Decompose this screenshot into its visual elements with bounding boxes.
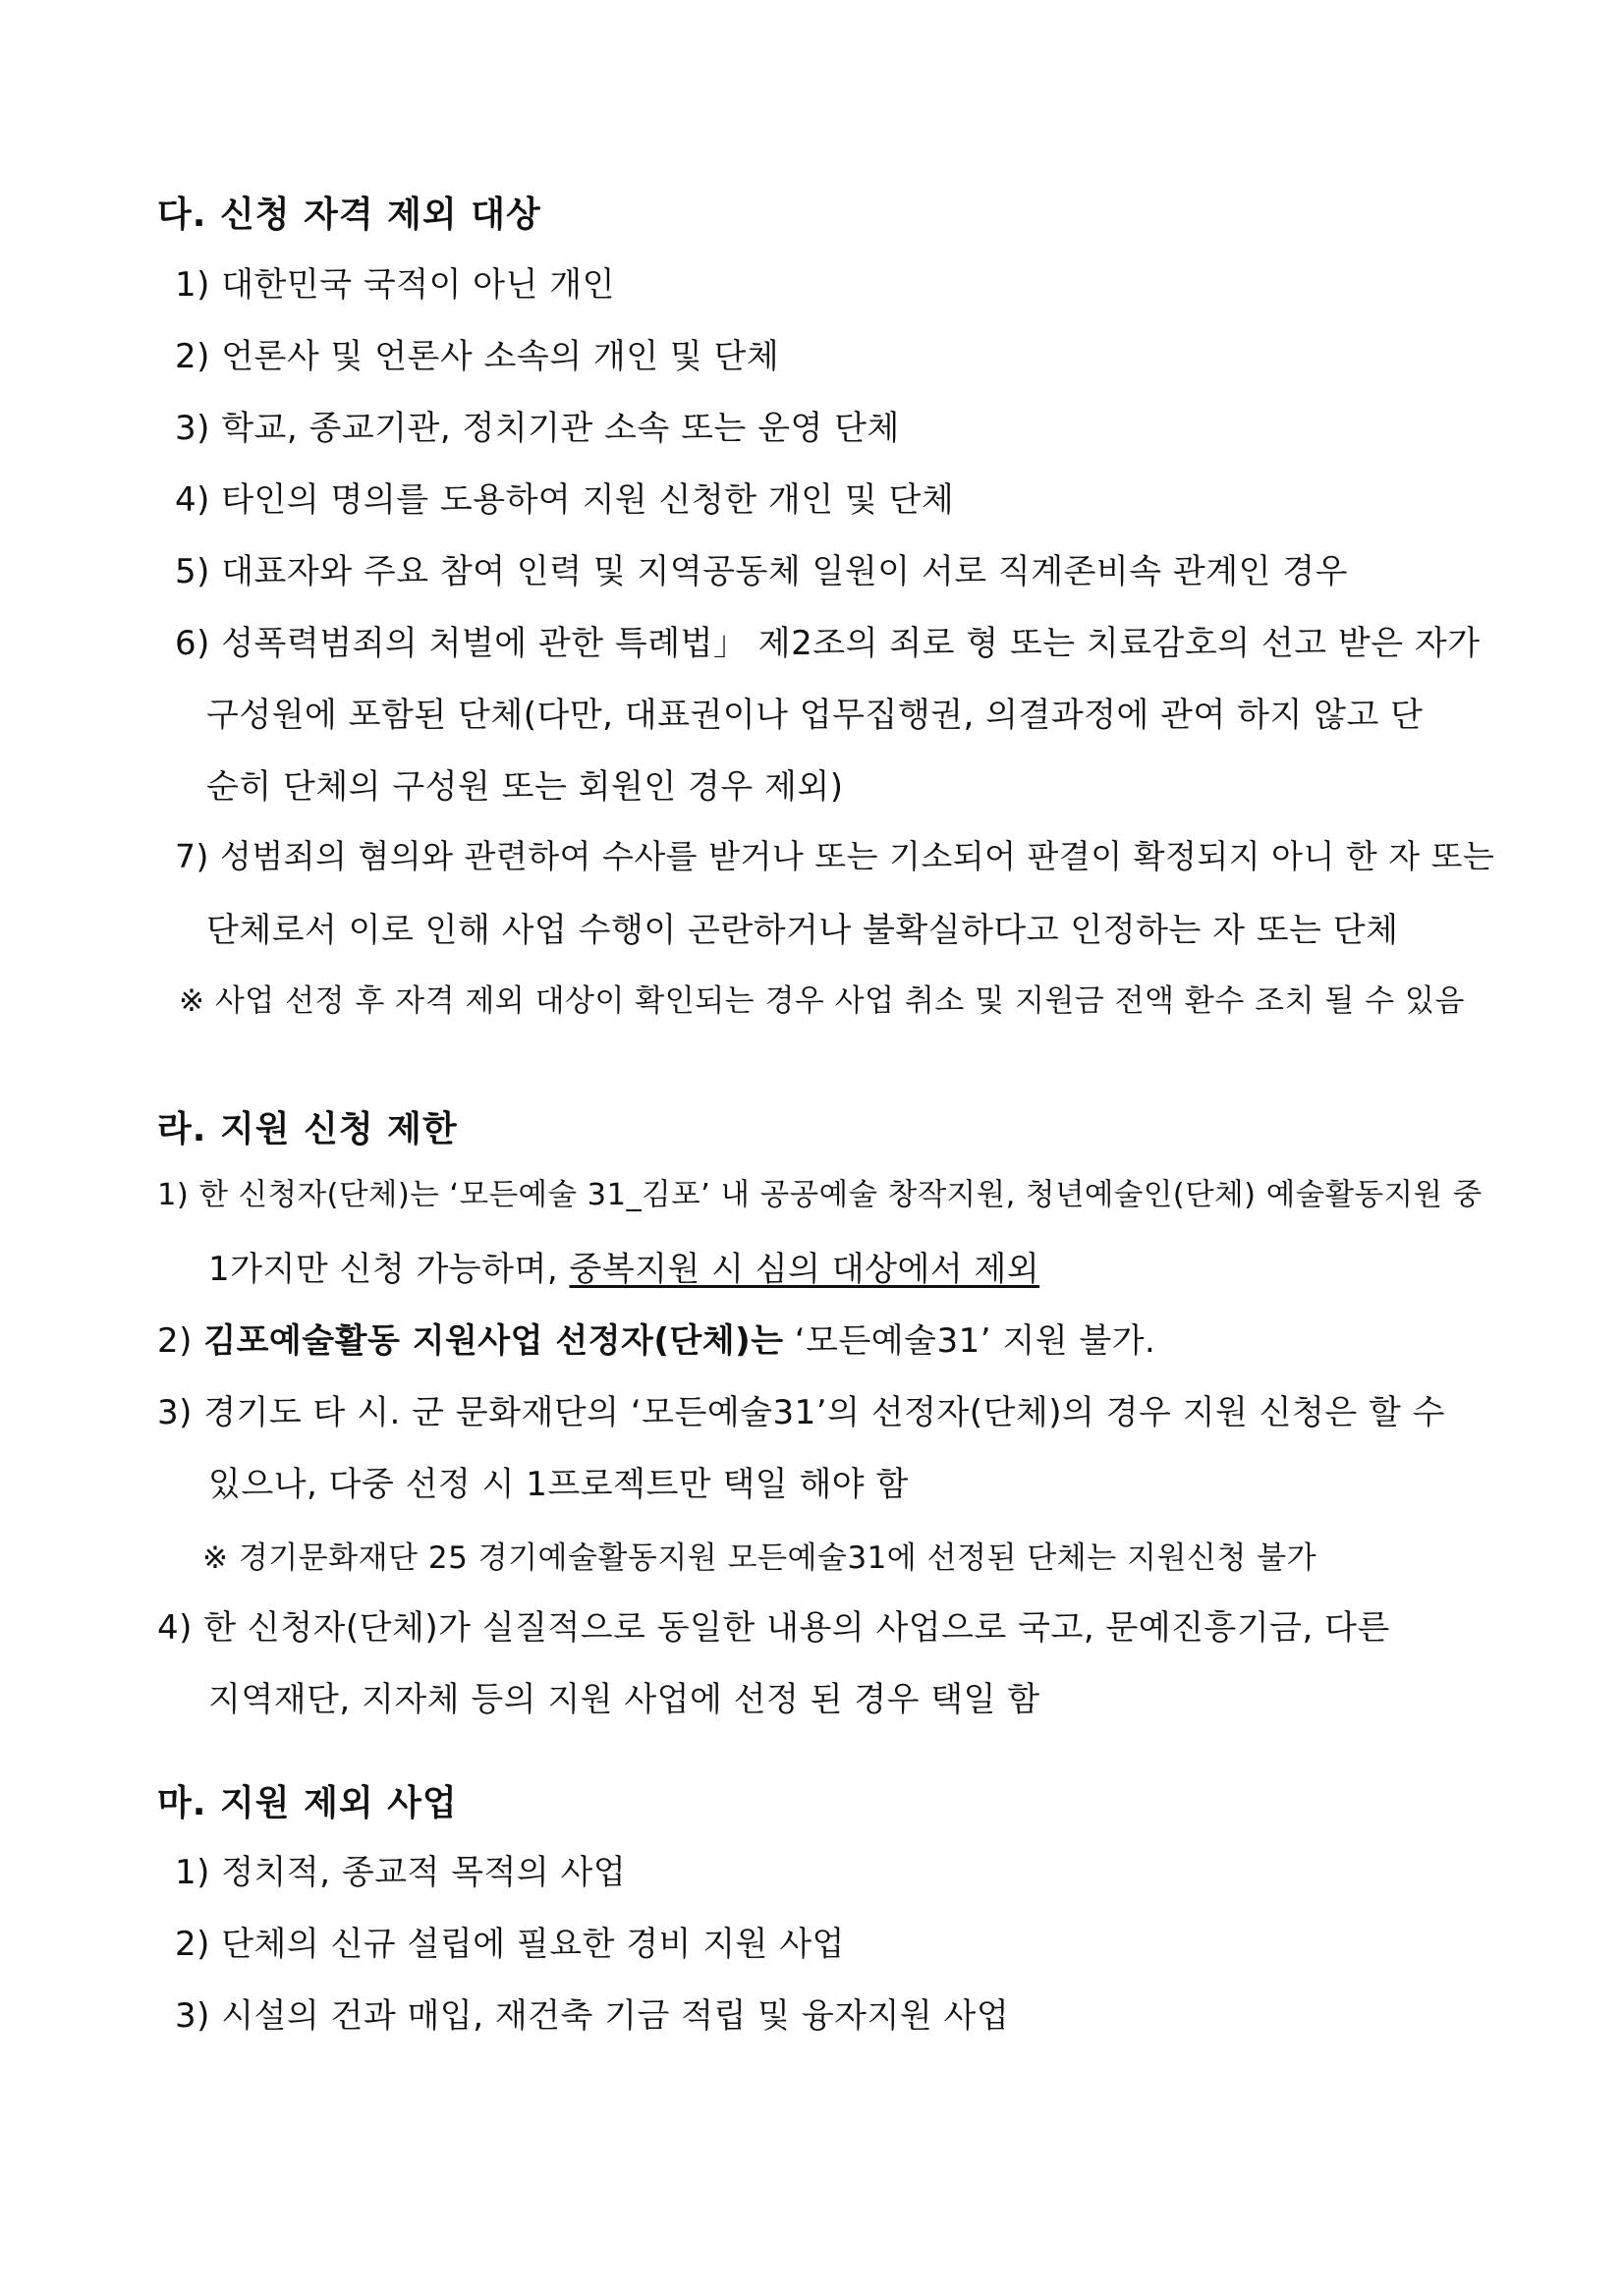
plain-text: 1가지만 신청 가능하며,	[208, 1250, 570, 1289]
list-item	[157, 1314, 1155, 1362]
note-text: ※ 경기문화재단 25 경기예술활동지원 모든예술31에 선정된 단체는 지원신청 불가	[202, 1540, 1317, 1576]
list-item: 1) 정치적, 종교적 목적의 사업	[175, 1853, 627, 1892]
section-title-ra: 라. 지원 신청 제한	[157, 1109, 458, 1149]
list-item: 7) 성범죄의 혐의와 관련하여 수사를 받거나 또는 기소되어 판결이 확정되지 아니 한 자 또는	[175, 837, 1495, 875]
note-text: ※ 사업 선정 후 자격 제외 대상이 확인되는 경우 사업 취소 및 지원금 전액 환수 조치 될 수 있음	[179, 983, 1465, 1019]
list-item: 2) 언론사 및 언론사 소속의 개인 및 단체	[175, 337, 780, 376]
list-item: 4) 타인의 명의를 도용하여 지원 신청한 개인 및 단체	[175, 480, 955, 520]
list-item: 1) 대한민국 국적이 아닌 개인	[175, 265, 615, 305]
list-item-continuation	[208, 1242, 1039, 1290]
list-item: 1) 한 신청자(단체)는 ‘모든예술 31_김포’ 내 공공예술 창작지원, 청년예술인(단체) 예술활동지원 중	[157, 1178, 1483, 1212]
list-item: 5) 대표자와 주요 참여 인력 및 지역공동체 일원이 서로 직계존비속 관계인 경우	[175, 552, 1348, 591]
list-item-continuation: 구성원에 포함된 단체(다만, 대표권이나 업무집행권, 의결과정에 관여 하지 않고 단	[206, 696, 1424, 735]
list-item-continuation: 순히 단체의 구성원 또는 회원인 경우 제외)	[206, 767, 844, 807]
list-item: 2) 단체의 신규 설립에 필요한 경비 지원 사업	[175, 1925, 845, 1964]
list-item-continuation: 있으나, 다중 선정 시 1프로젝트만 택일 해야 함	[208, 1465, 909, 1504]
underlined-text: 중복지원 시 심의 대상에서 제외	[569, 1250, 1040, 1289]
list-item-continuation: 단체로서 이로 인해 사업 수행이 곤란하거나 불확실하다고 인정하는 자 또는 단체	[206, 911, 1399, 950]
list-item: 6) 성폭력범죄의 처벌에 관한 특례법」 제2조의 죄로 형 또는 치료감호의 선고 받은 자가	[175, 624, 1481, 663]
list-item: 4) 한 신청자(단체)가 실질적으로 동일한 내용의 사업으로 국고, 문예진흥기금, 다른	[157, 1608, 1390, 1648]
list-item: 3) 경기도 타 시. 군 문화재단의 ‘모든예술31’의 선정자(단체)의 경우 지원 신청은 할 수	[157, 1393, 1445, 1432]
plain-text: ‘모든예술31’ 지원 불가.	[783, 1321, 1156, 1361]
section-title-ma: 마. 지원 제외 사업	[157, 1783, 458, 1823]
list-item-continuation: 지역재단, 지자체 등의 지원 사업에 선정 된 경우 택일 함	[208, 1680, 1040, 1719]
item-prefix: 2)	[157, 1321, 204, 1361]
bold-text: 김포예술활동 지원사업 선정자(단체)는	[203, 1321, 784, 1361]
section-title-da: 다. 신청 자격 제외 대상	[157, 195, 541, 235]
list-item: 3) 시설의 건과 매입, 재건축 기금 적립 및 융자지원 사업	[175, 1996, 1010, 2036]
list-item: 3) 학교, 종교기관, 정치기관 소속 또는 운영 단체	[175, 409, 900, 448]
